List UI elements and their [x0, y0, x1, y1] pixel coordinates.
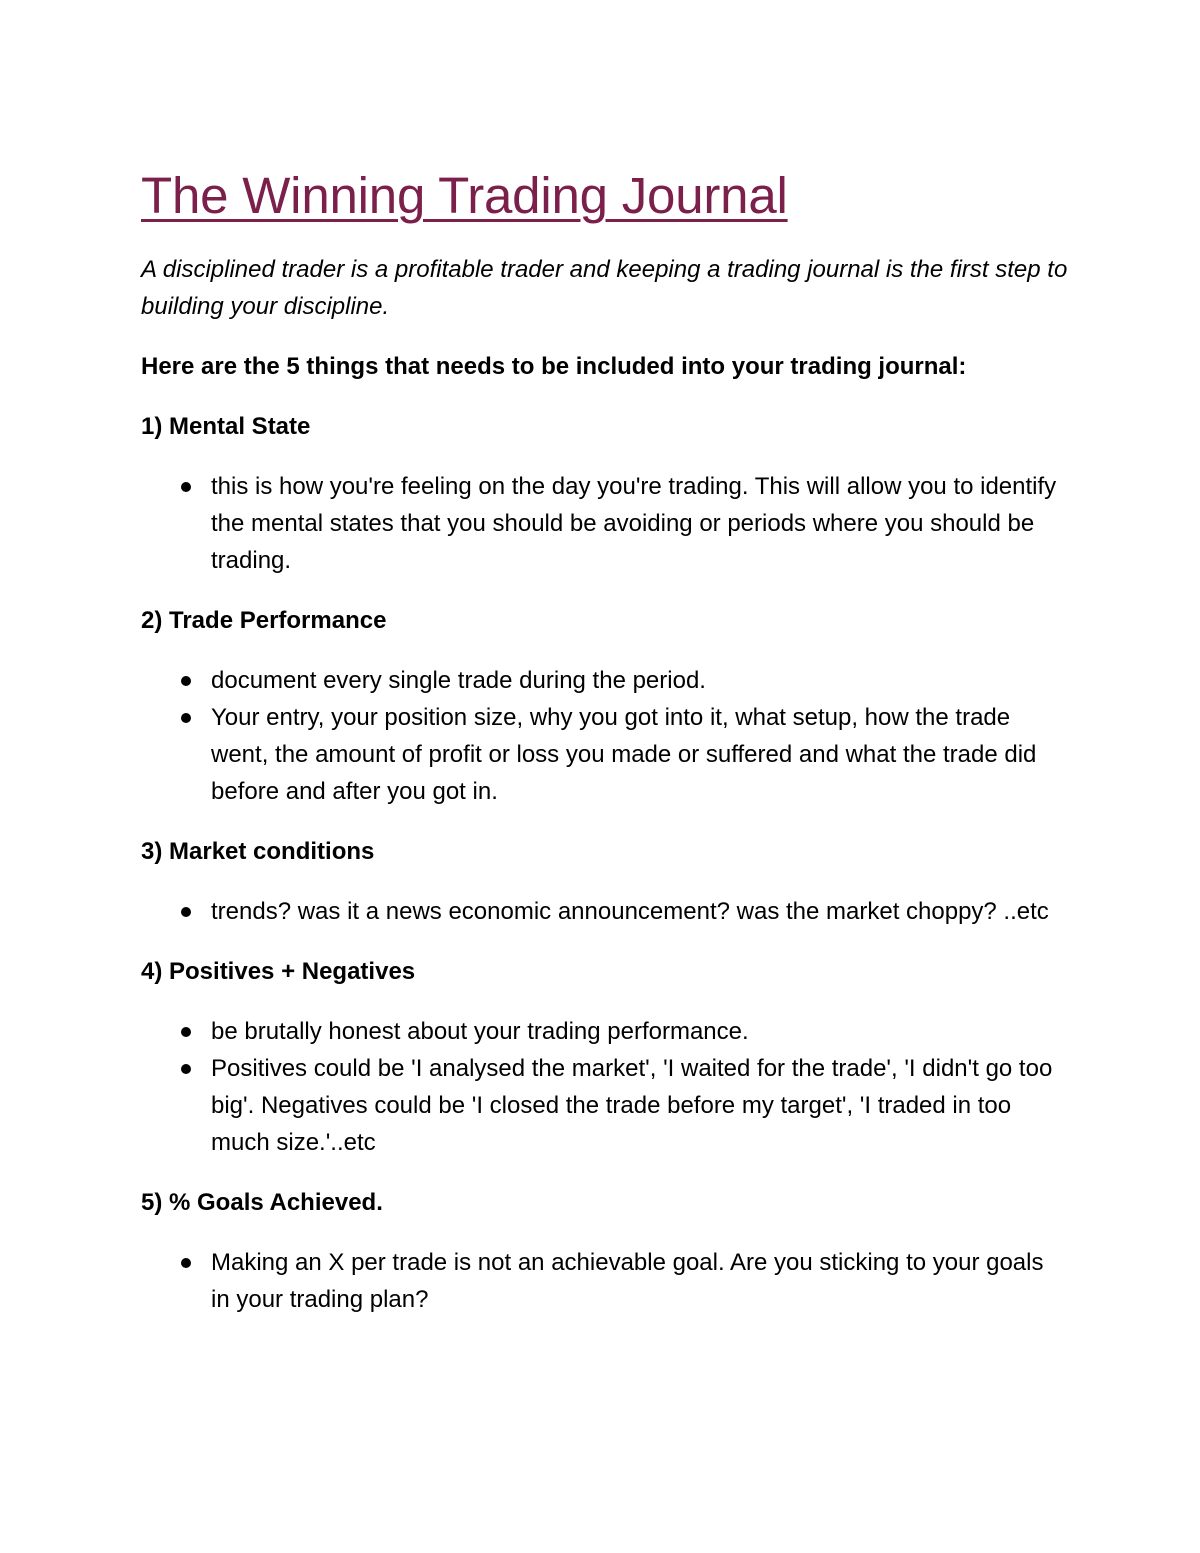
section-5 — [141, 1184, 1071, 1318]
bullet-icon — [181, 676, 191, 686]
lead-paragraph: Here are the 5 things that needs to be included into your trading journal: — [141, 353, 967, 380]
document-title: The Winning Trading Journal — [141, 167, 788, 224]
bullet-text: Positives could be 'I analysed the market', 'I waited for the trade', 'I didn't go too big'. Negatives could be 'I closed the trade before my target', 'I traded in too much size.'..etc — [211, 1055, 1053, 1156]
list-item — [141, 1244, 1071, 1318]
bullet-icon — [181, 1064, 191, 1074]
section-1 — [141, 408, 1071, 579]
bullet-icon — [181, 482, 191, 492]
bullet-icon — [181, 1258, 191, 1268]
bullet-list — [141, 893, 1071, 930]
bullet-text: document every single trade during the period. — [211, 667, 706, 694]
list-item — [141, 662, 1071, 699]
bullet-text: this is how you're feeling on the day you're trading. This will allow you to identify the mental states that you should be avoiding or periods where you should be trading. — [211, 473, 1057, 574]
bullet-list — [141, 1244, 1071, 1318]
bullet-icon — [181, 1027, 191, 1037]
bullet-text: trends? was it a news economic announcement? was the market choppy? ..etc — [211, 898, 1049, 925]
bullet-text: Making an X per trade is not an achievable goal. Are you sticking to your goals in your trading plan? — [211, 1249, 1044, 1313]
section-3 — [141, 833, 1071, 930]
section-heading: 5) % Goals Achieved. — [141, 1189, 383, 1216]
section-heading: 4) Positives + Negatives — [141, 958, 416, 985]
bullet-icon — [181, 713, 191, 723]
section-heading: 1) Mental State — [141, 413, 311, 440]
document-page — [141, 163, 1071, 1318]
list-item — [141, 699, 1071, 810]
list-item — [141, 1050, 1071, 1161]
bullet-list — [141, 468, 1071, 579]
section-4 — [141, 953, 1071, 1161]
list-item — [141, 1013, 1071, 1050]
bullet-icon — [181, 907, 191, 917]
list-item — [141, 893, 1071, 930]
list-item — [141, 468, 1071, 579]
section-heading: 3) Market conditions — [141, 838, 375, 865]
bullet-text: Your entry, your position size, why you got into it, what setup, how the trade went, the amount of profit or loss you made or suffered and what the trade did before and after you got in. — [211, 704, 1037, 805]
section-2 — [141, 602, 1071, 810]
bullet-text: be brutally honest about your trading performance. — [211, 1018, 749, 1045]
intro-paragraph: A disciplined trader is a profitable trader and keeping a trading journal is the first step to building your discipline. — [141, 256, 1068, 320]
bullet-list — [141, 662, 1071, 810]
bullet-list — [141, 1013, 1071, 1161]
section-heading: 2) Trade Performance — [141, 607, 387, 634]
